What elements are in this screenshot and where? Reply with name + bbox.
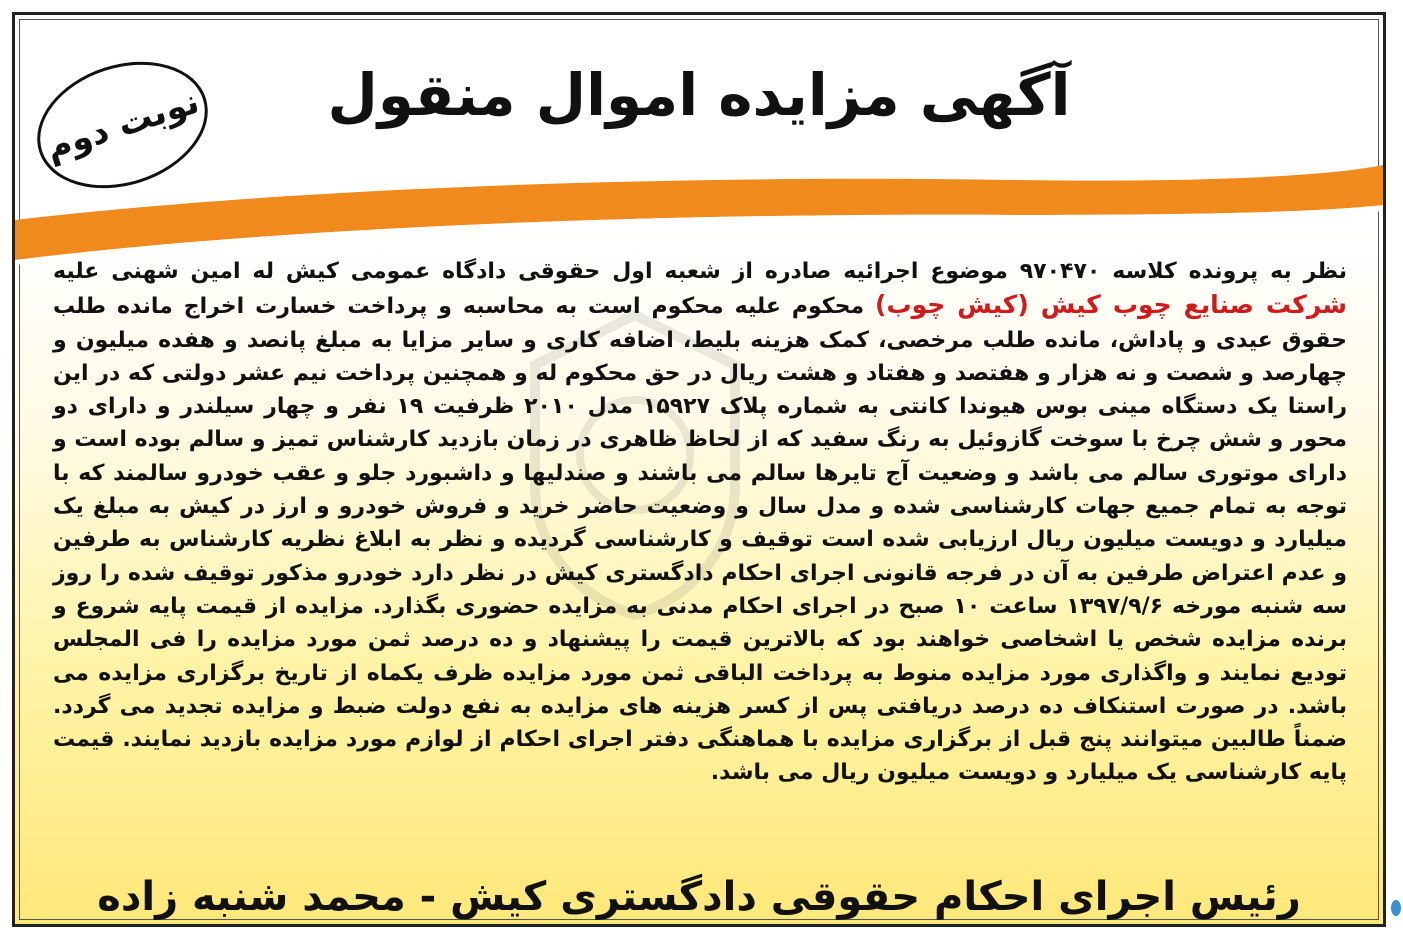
badge-label: نوبت دوم (41, 81, 204, 169)
notice-footer-signature: رئیس اجرای احکام حقوقی دادگستری کیش - محمد شنبه زاده (97, 874, 1301, 920)
notice-title: آگهی مزایده اموال منقول (327, 61, 1071, 129)
edge-marker (1391, 900, 1401, 916)
body-main: محکوم علیه محکوم است به محاسبه و پرداخت خسارت اخراج مانده طلب حقوق عیدی و پاداش، مانده طلب مرخصی، کمک هزینه بلیط، اضافه کاری و سایر مزایا به مبلغ پانصد و هفده میلیون و چهارصد و شصت و نه هزار و هفتصد و هفتاد و هشت ریال در حق محکوم له و همچنین پرداخت نیم عشر دولتی که در این راستا یک دستگاه مینی بوس هیوندا کانتی به شماره پلاک ۱۵۹۲۷ مدل ۲۰۱۰ ظرفیت ۱۹ نفر و چهار سیلندر و دارای دو محور و شش چرخ با سوخت گازوئیل به رنگ سفید که از لحاظ ظاهری در زمان بازدید کارشناس تمیز و سالم بوده است و دارای موتوری سالم می باشد و وضعیت آج تایرها سالم می باشند و صندلیها و داشبورد جلو و عقب خودرو سالمند که با توجه به تمام جمیع جهات کارشناسی شده و مدل سال و وضعیت حاضر خرید و فروش خودرو و ارز در کیش به مبلغ یک میلیارد و دویست میلیون ریال ارزیابی شده است توقیف و کارشناسی گردیده و نظر به ابلاغ نظریه کارشناس به طرفین و عدم اعتراض طرفین به آن در فرجه قانونی اجرای احکام دادگستری کیش در نظر دارد خودرو مذکور توقیف شده را روز سه شنبه مورخه ۱۳۹۷/۹/۶ ساعت ۱۰ صبح در اجرای احکام مدنی به مزایده حضوری بگذارد. مزایده از قیمت پایه شروع و برنده مزایده شخص یا اشخاصی خواهند بود که بالاترین قیمت را پیشنهاد و ده درصد ثمن مورد مزایده را فی المجلس تودیع نمایند و واگذاری مورد مزایده منوط به پرداخت الباقی ثمن مورد مزایده ظرف یکماه از تاریخ برگزاری مزایده می باشد. در صورت استنکاف ده درصد دریافتی پس از کسر هزینه های مزایده به نفع دولت ضبط و مزایده تجدید می گردد. ضمناً طالبین میتوانند پنج قبل از برگزاری مزایده با هماهنگی دفتر اجرای احکام از لوازم مورد مزایده بازدید نمایند. قیمت پایه کارشناسی یک میلیارد و دویست میلیون ریال می باشد. (53, 294, 1347, 786)
orange-wave-band (15, 165, 1383, 265)
body-intro: نظر به پرونده کلاسه ۹۷۰۴۷۰ موضوع اجرائیه صادره از شعبه اول حقوقی دادگاه عمومی کیش له امین شهنی علیه (53, 259, 1347, 284)
notice-frame (12, 12, 1386, 927)
notice-body (53, 255, 1347, 790)
company-name: شرکت صنایع چوب کیش (کیش چوب) (875, 290, 1347, 320)
